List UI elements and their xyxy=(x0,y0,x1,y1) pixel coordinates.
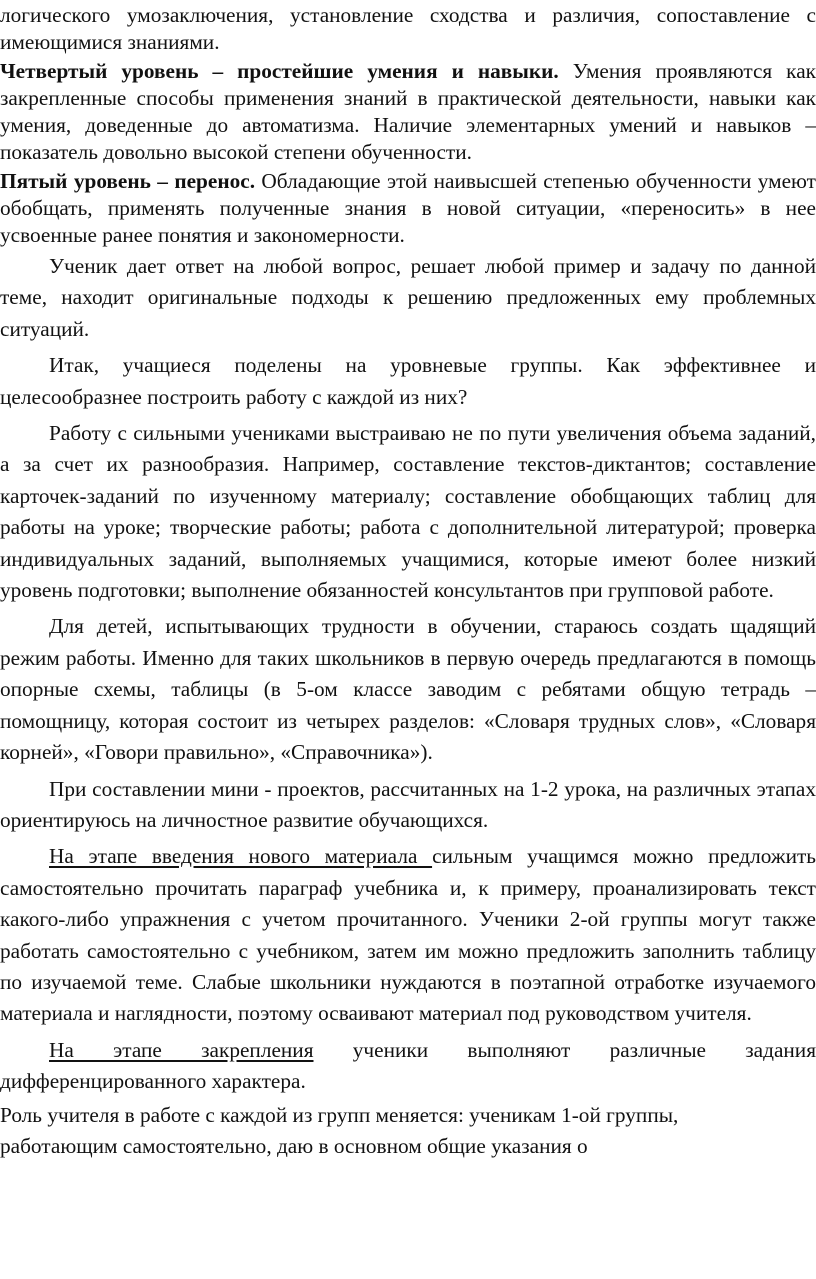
paragraph-consolidation-stage xyxy=(0,1035,816,1098)
paragraph-logical-reasoning: логического умозаключения, установление сходства и различия, сопоставление с имеющимися знаниями. xyxy=(0,3,816,54)
paragraph-groups-question: Итак, учащиеся поделены на уровневые группы. Как эффективнее и целесообразнее построить работу с каждой из них? xyxy=(0,353,816,409)
paragraph-new-material-stage xyxy=(0,841,816,1029)
paragraph-level-five xyxy=(0,168,816,249)
paragraph-mini-projects: При составлении мини - проектов, рассчитанных на 1-2 урока, на различных этапах ориентируюсь на личностное развитие обучающихся. xyxy=(0,776,816,832)
paragraph-level-four xyxy=(0,58,816,166)
consolidation-stage-text: ученики выполняют различные задания дифференцированного характера. xyxy=(0,1037,816,1094)
new-material-stage-text: сильным учащимся можно предложить самостоятельно прочитать параграф учебника и, к примеру, проанализировать текст какого-либо упражнения с учетом прочитанного. Ученики 2-ой группы могут также работать самостоятельно с учебником, затем им можно предложить заполнить таблицу по изучаемой теме. Слабые школьники нуждаются в поэтапной отработке изучаемого материала и наглядности, поэтому осваивают материал под руководством учителя. xyxy=(0,844,816,1026)
teacher-role-line-2: работающим самостоятельно, даю в основном общие указания о xyxy=(0,1133,588,1158)
teacher-role-line-1: Роль учителя в работе с каждой из групп меняется: ученикам 1-ой группы, xyxy=(0,1102,679,1127)
consolidation-stage-label: На этапе закрепления xyxy=(49,1037,314,1062)
paragraph-strong-students: Работу с сильными учениками выстраиваю не по пути увеличения объема заданий, а за счет их разнообразия. Например, составление текстов-диктантов; составление карточек-заданий по изученному материалу; составление обобщающих таблиц для работы на уроке; творческие работы; работа с дополнительной литературой; проверка индивидуальных заданий, выполняемых учащимися, которые имеют более низкий уровень подготовки; выполнение обязанностей консультантов при групповой работе. xyxy=(0,421,816,603)
level-five-text: Обладающие этой наивысшей степенью обученности умеют обобщать, применять полученные знания в новой ситуации, «переносить» в нее усвоенные ранее понятия и закономерности. xyxy=(0,169,816,247)
level-five-heading: Пятый уровень – перенос. xyxy=(0,169,256,193)
level-four-heading: Четвертый уровень – простейшие умения и навыки. xyxy=(0,59,559,83)
new-material-stage-label: На этапе введения нового материала xyxy=(49,844,433,869)
paragraph-struggling-students: Для детей, испытывающих трудности в обучении, стараюсь создать щадящий режим работы. Именно для таких школьников в первую очередь предлагаются в помощь опорные схемы, таблицы (в 5-ом классе заводим с ребятами общую тетрадь – помощницу, которая состоит из четырех разделов: «Словаря трудных слов», «Словаря корней», «Говори правильно», «Справочника»). xyxy=(0,614,816,765)
paragraph-student-answer: Ученик дает ответ на любой вопрос, решает любой пример и задачу по данной теме, находит оригинальные подходы к решению предложенных ему проблемных ситуаций. xyxy=(0,254,816,341)
level-four-text: Умения проявляются как закрепленные способы применения знаний в практической деятельности, навыки как умения, доведенные до автоматизма. Наличие элементарных умений и навыков – показатель довольно высокой степени обученности. xyxy=(0,59,816,164)
paragraph-teacher-role xyxy=(0,1100,816,1163)
